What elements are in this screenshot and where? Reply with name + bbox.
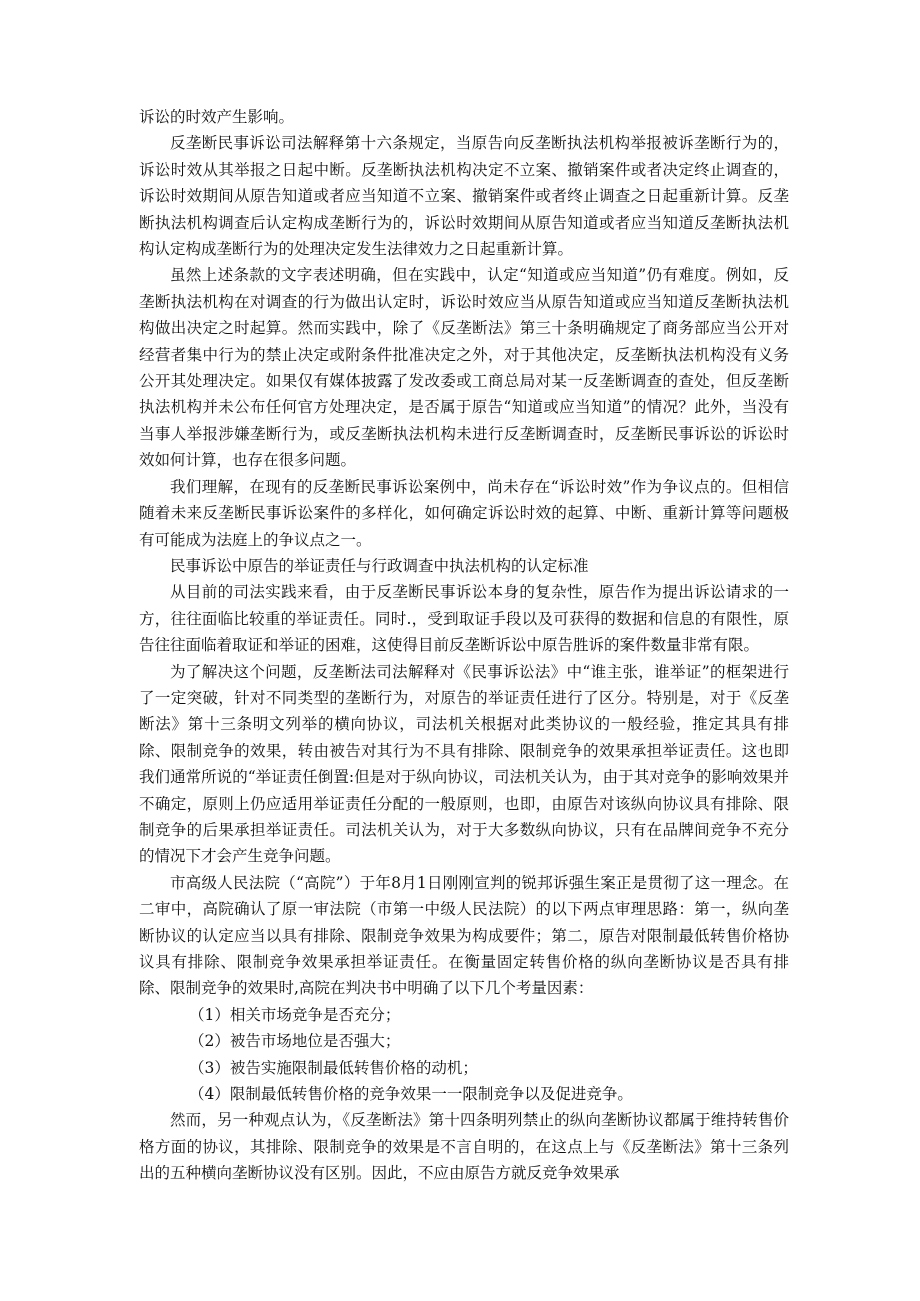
- paragraph-high-court-case: 市高级人民法院（“高院”）于年8月1日刚刚宣判的锐邦诉强生案正是贯彻了这一理念。在二审中，高院确认了原一审法院（市第一中级人民法院）的以下两点审理思路：第一，纵向垄断协议的认定应当以具有排除、限制竞争效果为构成要件；第二，原告对限制最低转售价格协议具有排除、限制竞争效果承担举证责任。在衡量固定转售价格的纵向垄断协议是否具有排除、限制竞争的效果时,高院在判决书中明确了以下几个考量因素：: [139, 873, 789, 998]
- list-item: （4）限制最低转售价格的竞争效果一一限制竞争以及促进竞争。: [189, 1085, 633, 1104]
- paragraph-limitation-dispute: 我们理解，在现有的反垄断民事诉讼案例中，尚未存在“诉讼时效”作为争议点的。但相信随着未来反垄断民事诉讼案件的多样化，如何确定诉讼时效的起算、中断、重新计算等问题极有可能成为法庭上的争议点之一。: [139, 477, 789, 549]
- paragraph-burden-of-proof: 从目前的司法实践来看，由于反垄断民事诉讼本身的复杂性，原告作为提出诉讼请求的一方，往往面临比较重的举证责任。同时.，受到取证手段以及可获得的数据和信息的有限性，原告往往面临着取证和举证的困难，这使得目前反垄断诉讼中原告胜诉的案件数量非常有限。: [139, 583, 789, 655]
- paragraph-judicial-interpretation: 为了解决这个问题，反垄断法司法解释对《民事诉讼法》中“谁主张，谁举证”的框架进行了一定突破，针对不同类型的垄断行为，对原告的举证责任进行了区分。特别是，对于《反垄断法》第十三条明文列举的横向协议，司法机关根据对此类协议的一般经验，推定其具有排除、限制竞争的效果，转由被告对其行为不具有排除、限制竞争的效果承担举证责任。这也即我们通常所说的“举证责任倒置:但是对于纵向协议，司法机关认为，由于其对竞争的影响效果并不确定，原则上仍应适用举证责任分配的一般原则，也即，由原告对该纵向协议具有排除、限制竞争的后果承担举证责任。司法机关认为，对于大多数纵向协议，只有在品牌间竞争不充分的情况下才会产生竞争问题。: [139, 662, 789, 866]
- list-item: （2）被告市场地位是否强大；: [189, 1032, 401, 1051]
- section-heading: 民事诉讼中原告的举证责任与行政调查中执法机构的认定标准: [170, 556, 589, 575]
- list-item: （1）相关市场竞争是否充分；: [189, 1005, 401, 1024]
- paragraph-article-16: 反垄断民事诉讼司法解释第十六条规定，当原告向反垄断执法机构举报被诉垄断行为的，诉讼时效从其举报之日起中断。反垄断执法机构决定不立案、撤销案件或者决定终止调查的，诉讼时效期间从原告知道或者应当知道不立案、撤销案件或者终止调查之日起重新计算。反垄断执法机构调查后认定构成垄断行为的，诉讼时效期间从原告知道或者应当知道反垄断执法机构认定构成垄断行为的处理决定发生法律效力之日起重新计算。: [139, 134, 789, 259]
- paragraph-opposing-view: 然而，另一种观点认为，《反垄断法》第十四条明列禁止的纵向垄断协议都属于维持转售价格方面的协议，其排除、限制竞争的效果是不言自明的，在这点上与《反垄断法》第十三条列出的五种横向垄断协议没有区别。因此，不应由原告方就反竞争效果承: [139, 1111, 789, 1183]
- list-item: （3）被告实施限制最低转售价格的动机；: [189, 1058, 478, 1077]
- document-page: [139, 104, 789, 1187]
- paragraph-continuation: 诉讼的时效产生影响。: [139, 108, 295, 126]
- paragraph-knowledge-difficulty: 虽然上述条款的文字表述明确，但在实践中，认定“知道或应当知道”仍有难度。例如，反垄断执法机构在对调查的行为做出认定时，诉讼时效应当从原告知道或应当知道反垄断执法机构做出决定之时起算。然而实践中，除了《反垄断法》第三十条明确规定了商务部应当公开对经营者集中行为的禁止决定或附条件批准决定之外，对于其他决定，反垄断执法机构没有义务公开其处理决定。如果仅有媒体披露了发改委或工商总局对某一反垄断调查的查处，但反垄断执法机构并未公布任何官方处理决定，是否属于原告“知道或应当知道”的情况？此外，当没有当事人举报涉嫌垄断行为，或反垄断执法机构未进行反垄断调查时，反垄断民事诉讼的诉讼时效如何计算，也存在很多问题。: [139, 266, 789, 470]
